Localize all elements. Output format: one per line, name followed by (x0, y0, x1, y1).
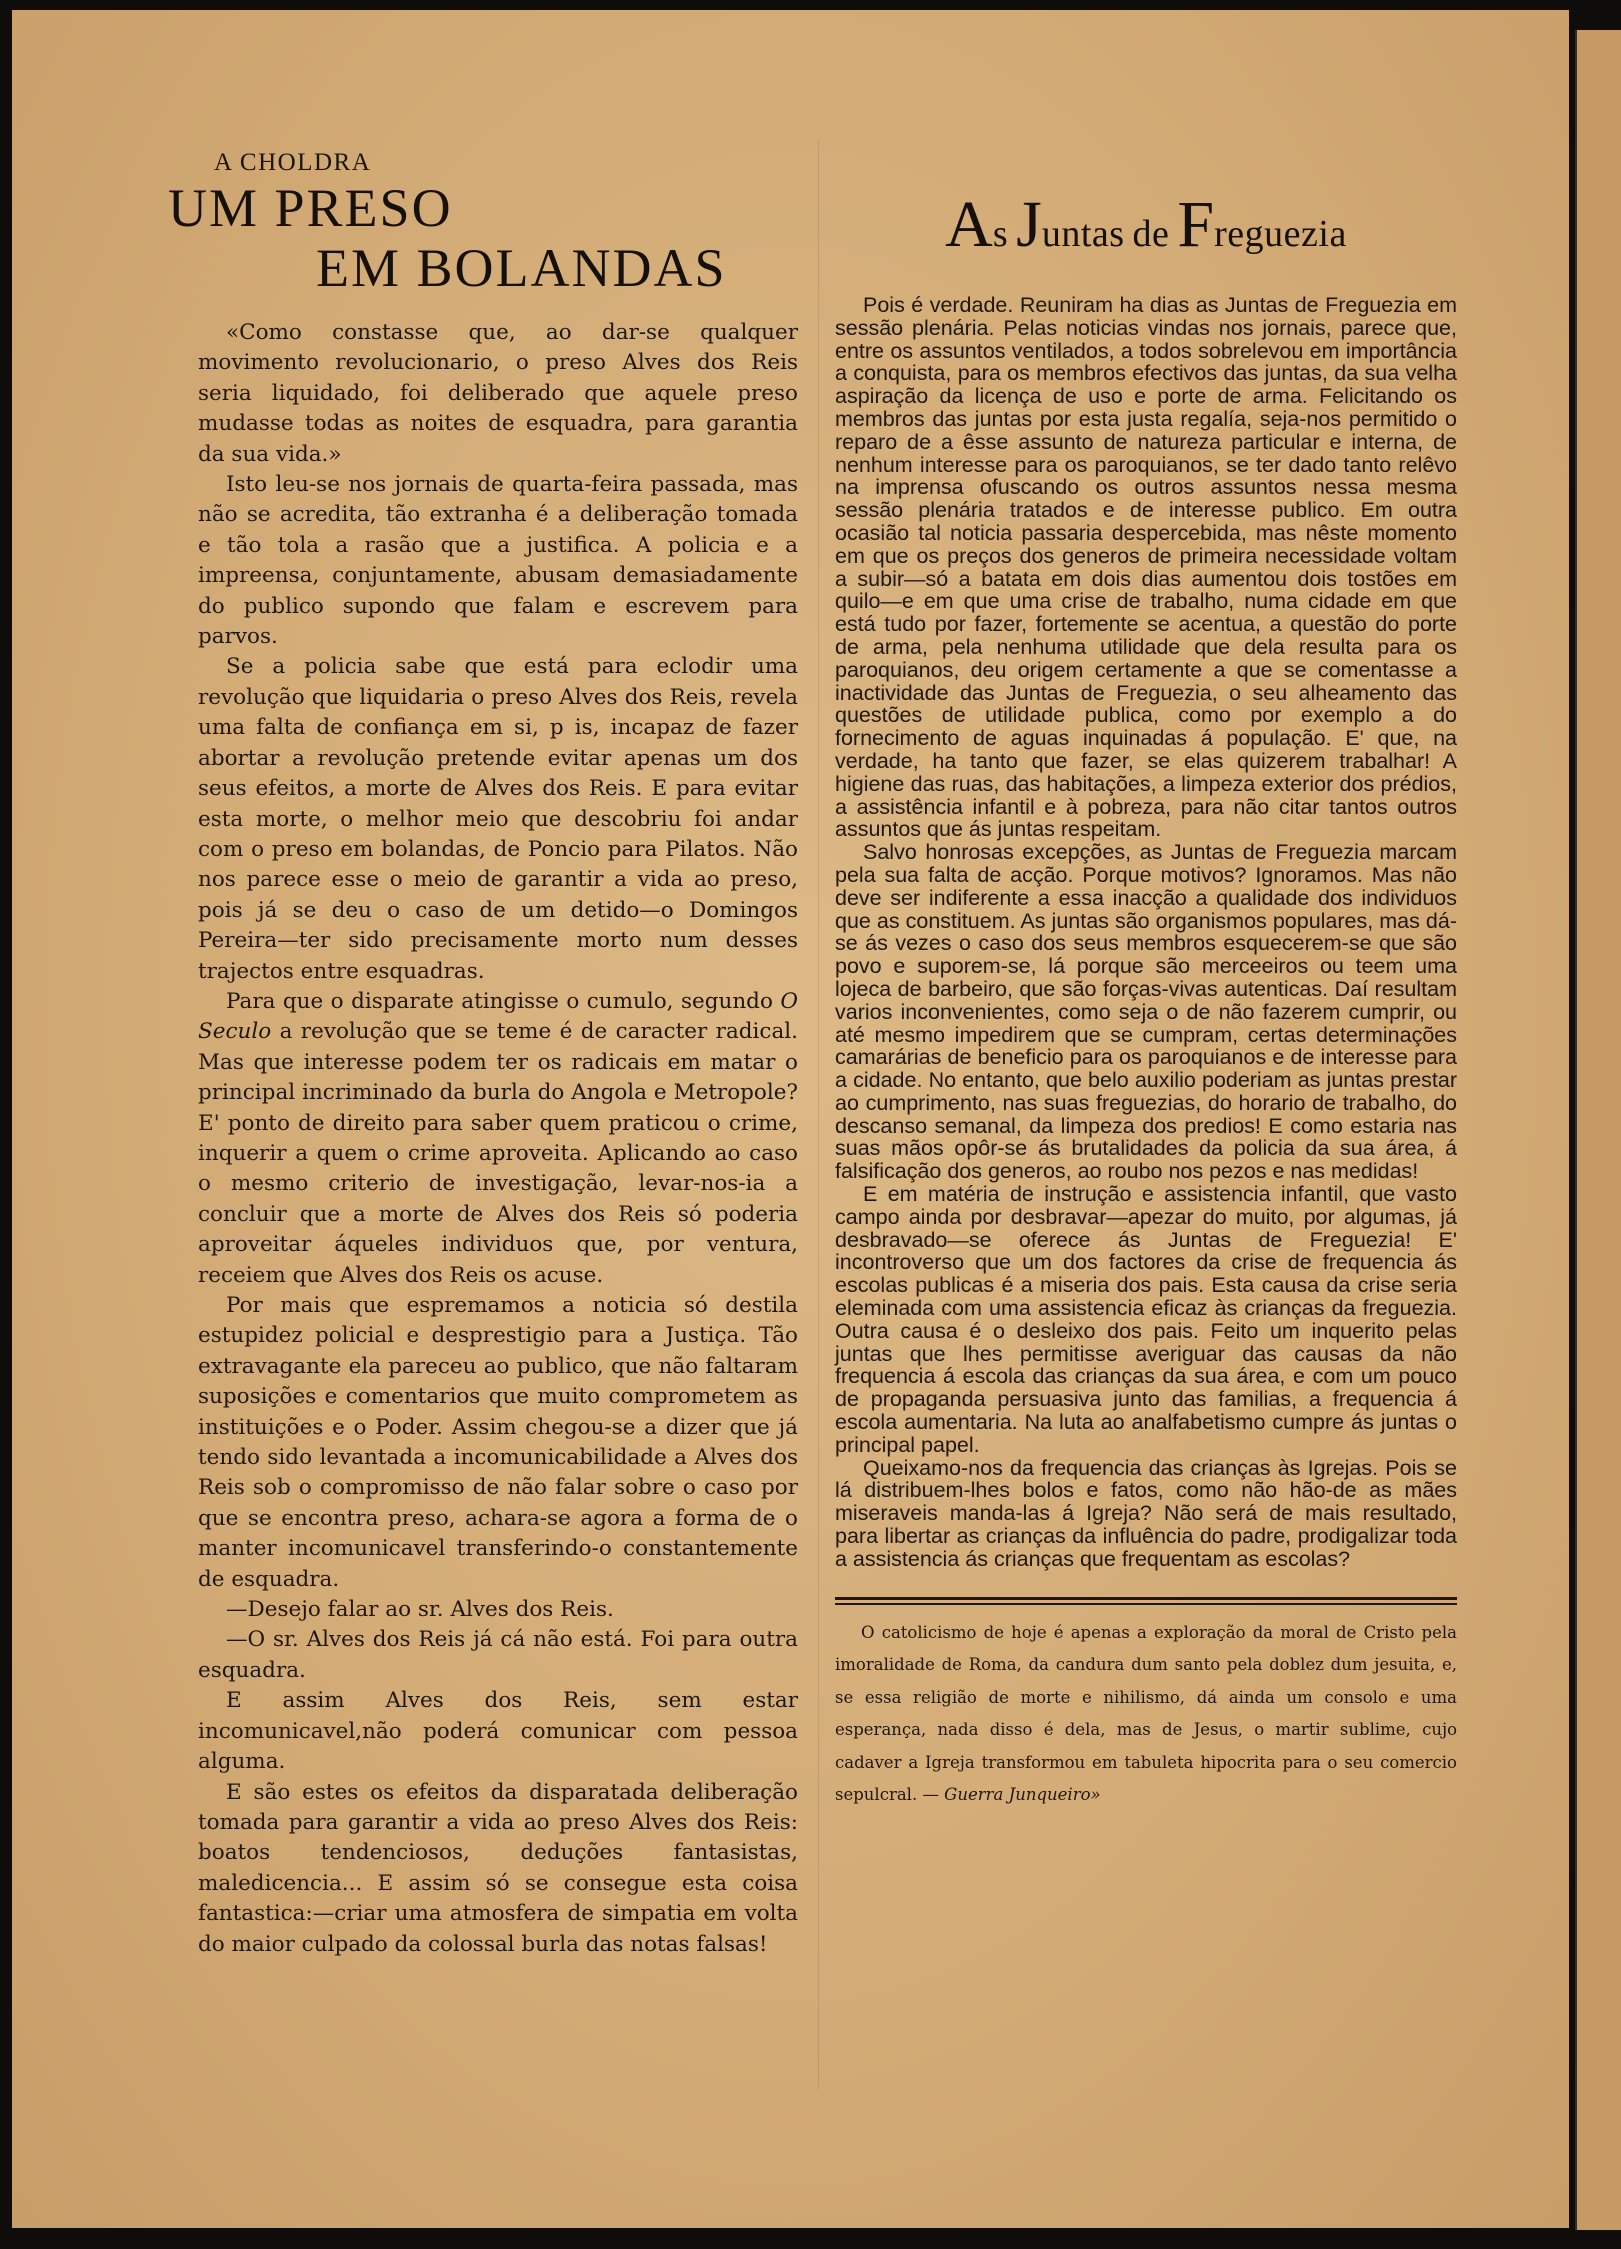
adjacent-page-edge (1575, 30, 1621, 2230)
quote-box (835, 1617, 1457, 1812)
dialogue-line: —Desejo falar ao sr. Alves dos Reis. (226, 1597, 614, 1623)
article-paragraph: E assim Alves dos Reis, sem estar incomunicavel,não poderá comunicar com pessoa alguma. (198, 1688, 798, 1775)
article-headline (835, 190, 1457, 270)
newspaper-page (12, 10, 1569, 2228)
paragraph-text: Para que o disparate atingisse o cumulo, segundo (226, 988, 781, 1014)
article-paragraph: E são estes os efeitos da disparatada deliberação tomada para garantir a vida ao preso Alves dos Reis: boatos tendenciosos, deduções fantasistas, maledicencia... E assim só se consegue esta coisa fantastica:—criar uma atmosfera de simpatia em volta do maior culpado da colossal burla das notas falsas! (198, 1779, 798, 1957)
article-paragraph: E em matéria de instrução e assistencia infantil, que vasto campo ainda por desbravar—apezar do muito, por algumas, já desbravado—se oferece ás Juntas de Freguezia! E' incontroverso que um dos factores da crise de frequencia ás escolas publicas é a miseria dos pais. Esta causa da crise seria eleminada com uma assistencia eficaz às crianças da freguezia. Outra causa é o desleixo dos pais. Feito um inquerito pelas juntas que lhes permitisse averiguar das causas da não frequencia á escola das crianças da sua área, e com um pouco de propaganda persuasiva junto das familias, a frequencia á escola aumentaria. Na luta ao analfabetismo cumpre ás juntas o principal papel. (835, 1182, 1457, 1457)
headline-word: de (1132, 213, 1170, 255)
section-kicker: A CHOLDRA (214, 149, 372, 176)
article-paragraph (198, 987, 798, 1291)
article-paragraph: Se a policia sabe que está para eclodir uma revolução que liquidaria o preso Alves dos Reis, revela uma falta de confiança em si, p is, incapaz de fazer abortar a revolução pretende evitar apenas um dos seus efeitos, a morte de Alves dos Reis. E para evitar esta morte, o melhor meio que descobriu foi andar com o preso em bolandas, de Poncio para Pilatos. Não nos parece esse o meio de garantir a vida ao preso, pois já se deu o caso de um detido—o Domingos Pereira—ter sido precisamente morto num desses trajectos entre esquadras. (198, 654, 798, 984)
headline-letter: A (945, 188, 993, 261)
article-title-line-1: UM PRESO (168, 178, 453, 238)
headline-letters: untas (1041, 213, 1125, 255)
quote-body: O catolicismo de hoje é apenas a exploração da moral de Cristo pela imoralidade de Roma, da candura dum santo pela doblez dum jesuita, e, se essa religião de morte e nihilismo, dá ainda um consolo e uma esperança, nada disso é dela, mas de Jesus, o martir sublime, cujo cadaver a Igreja transformou em tabuleta hipocrita para o seu comercio sepulcral. (835, 1622, 1457, 1805)
headline-letter: J (1016, 188, 1042, 261)
article-paragraph: «Como constasse que, ao dar-se qualquer movimento revolucionario, o preso Alves dos Reis seria liquidado, foi deliberado que aquele preso mudasse todas as noites de esquadra, para garantia da sua vida.» (198, 320, 798, 467)
double-rule-divider (835, 1597, 1457, 1605)
newspaper-name: O Seculo (198, 988, 798, 1045)
headline-letters: reguezia (1214, 213, 1347, 255)
left-article (168, 148, 798, 1960)
article-paragraph: Salvo honrosas excepções, as Juntas de Freguezia marcam pela sua falta de acção. Porque motivos? Ignoramos. Mas não deve ser indiferente a essa inacção a qualidade dos individuos que as constituem. As juntas são organismos populares, mas dá-se ás vezes o caso dos seus membros esquecerem-se que são povo e suporem-se, lá porque são merceeiros ou teem uma lojeca de barbeiro, que são forças-vivas autenticas. Daí resultam varios inconvenientes, como seja o de não fazerem cumprir, ou até mesmo impedirem que se cumpram, certas determinações camarárias de beneficio para os paroquianos e de interesse para a cidade. No entanto, que belo auxilio poderiam as juntas prestar ao cumprimento, nas suas freguezias, do horario de trabalho, do descanso semanal, da limpeza dos predios! E como estaria nas suas mãos opôr-se ás brutalidades da policia da sua área, á falsificação dos generos, ao roubo nos pezos e nas medidas! (835, 840, 1457, 1184)
dialogue-line: —O sr. Alves dos Reis já cá não está. Foi para outra esquadra. (198, 1627, 798, 1683)
right-article (835, 190, 1457, 1812)
headline-letter: F (1177, 188, 1215, 261)
article-title-line-2: EM BOLANDAS (316, 238, 727, 298)
article-paragraph: Pois é verdade. Reuniram ha dias as Juntas de Freguezia em sessão plenária. Pelas noticias vindas nos jornais, parece que, entre os assuntos ventilados, a todos sobrelevou em importância a conquista, para os membros efectivos das juntas, da sua velha aspiração da licença de uso e porte de arma. Felicitando os membros das juntas por esta justa regalía, seja-nos permitido o reparo de a êsse assunto de natureza particular e interna, de nenhum interesse para os paroquianos, se ter dado tanto relêvo na imprensa ofuscando os outros assuntos nessa mesma sessão plenária tratados e de interesse publico. Em outra ocasião tal noticia passaria despercebida, mas nêste momento em que os preços dos generos de primeira necessidade voltam a subir—só a batata em dois dias aumentou dois tostões em quilo—e em que uma crise de trabalho, numa cidade em que está tudo por fazer, fortemente se acentua, a questão do porte de arma, pela nenhuma utilidade que dela resulta para os paroquianos, deu origem certamente a que se comentasse a inactividade das Juntas de Freguezia, o seu alheamento das questões de utilidade publica, como por exemplo a do fornecimento de aguas inquinadas á população. E' que, na verdade, ha tanto que fazer, se elas quizerem trabalhar! A higiene das ruas, das habitações, a limpeza exterior dos prédios, a assistência infantil e à pobreza, para não citar tantos outros assuntos que ás juntas respeitam. (835, 293, 1457, 842)
article-paragraph: Por mais que espremamos a noticia só destila estupidez policial e desprestigio para a Justiça. Tão extravagante ela pareceu ao publico, que não faltaram suposições e comentarios que muito comprometem as instituições e o Poder. Assim chegou-se a dizer que já tendo sido levantada a incomunicabilidade a Alves dos Reis sob o compromisso de não falar sobre o caso por que se encontra preso, achara-se agora a forma de o manter incomunicavel transferindo-o constantemente de esquadra. (198, 1293, 798, 1592)
article-paragraph: Isto leu-se nos jornais de quarta-feira passada, mas não se acredita, tão extranha é a deliberação tomada e tão tola a rasão que a justifica. A policia e a impreensa, conjuntamente, abusam demasiadamente do publico supondo que falam e escrevem para parvos. (198, 472, 798, 650)
headline-letters: s (992, 213, 1009, 255)
paragraph-text: a revolução que se teme é de caracter radical. Mas que interesse podem ter os radicais em matar o principal incriminado da burla do Angola e Metropole? E' ponto de direito para saber quem praticou o crime, inquerir a quem o crime aproveita. Aplicando ao caso o mesmo criterio de investigação, levar-nos-ia a concluir que a morte de Alves dos Reis só poderia aproveitar áqueles individuos que, por ventura, receiem que Alves dos Reis os acuse. (198, 1019, 798, 1288)
column-gutter (818, 140, 819, 2090)
quote-author: — Guerra Junqueiro» (922, 1785, 1101, 1805)
article-paragraph: Queixamo-nos da frequencia das crianças às Igrejas. Pois se lá distribuem-lhes bolos e fatos, como não hão-de as mães miseraveis manda-las á Igreja? Não será de mais resultado, para libertar as crianças da influência do padre, prodigalizar toda a assistencia ás crianças que frequentam as escolas? (835, 1455, 1457, 1571)
quote-text (835, 1617, 1457, 1812)
